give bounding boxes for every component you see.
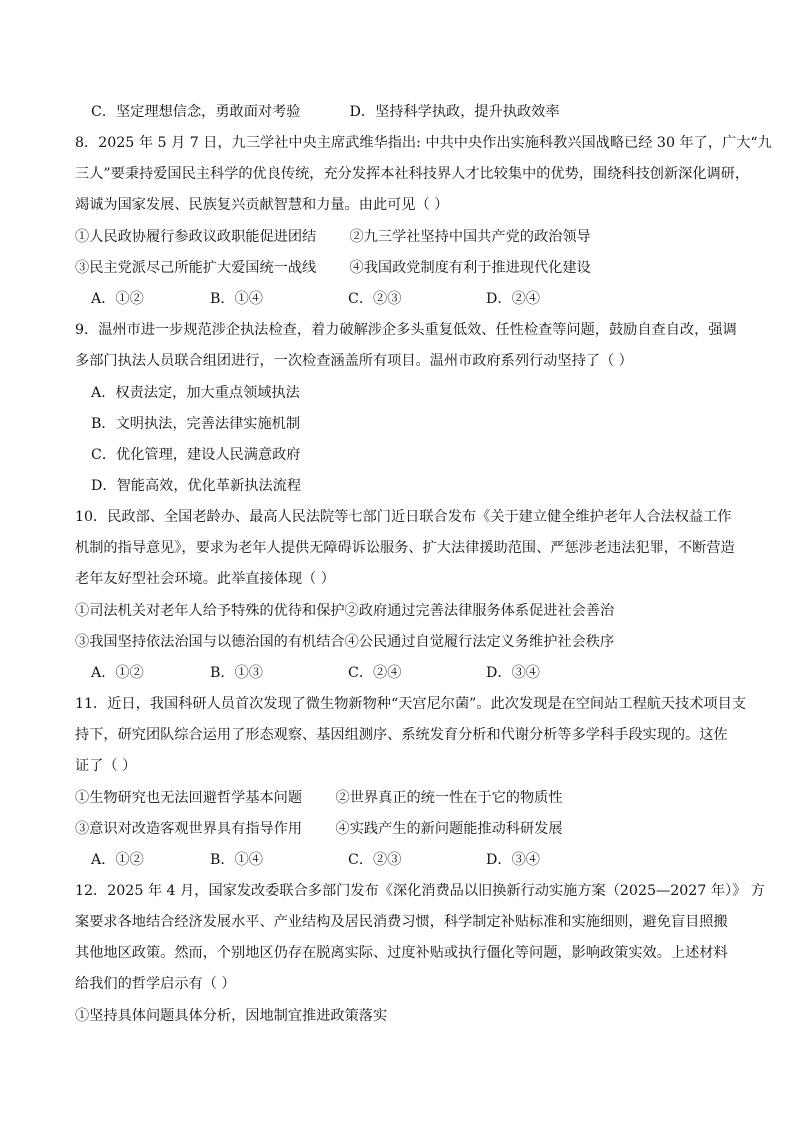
- q8-statement-4: ④我国政党制度有利于推进现代化建设: [349, 260, 591, 276]
- q8-stem-line-2: 三人”要秉持爱国民主科学的优良传统，充分发挥本社科技界人才比较集中的优势，围绕科技创新深化调研，: [75, 166, 750, 182]
- q11-option-c[interactable]: C．②③: [348, 852, 402, 868]
- q12-statement-1: ①坚持具体问题具体分析，因地制宜推进政策落实: [75, 1008, 388, 1024]
- q10-option-c[interactable]: C．②④: [348, 665, 402, 681]
- q11-option-a[interactable]: A．①②: [91, 852, 144, 868]
- q8-statement-2: ②九三学社坚持中国共产党的政治领导: [349, 229, 591, 245]
- q8-statement-1: ①人民政协履行参政议政职能促进团结: [75, 229, 317, 245]
- q11-statement-1: ①生物研究也无法回避哲学基本问题: [75, 790, 303, 806]
- q8-statement-3: ③民主党派尽己所能扩大爱国统一战线: [75, 260, 317, 276]
- q8-option-d[interactable]: D．②④: [486, 291, 540, 307]
- q10-stem-line-2: 机制的指导意见》，要求为老年人提供无障碍诉讼服务、扩大法律援助范围、严惩涉老违法犯罪，不断营造: [75, 540, 735, 556]
- q12-stem-line-2: 案要求各地结合经济发展水平、产业结构及居民消费习惯，科学制定补贴标准和实施细则，避免盲目照搬: [75, 914, 728, 930]
- q11-stem-line-3: 证了（ ）: [75, 758, 137, 774]
- q8-option-a[interactable]: A．①②: [91, 291, 144, 307]
- q11-stem-line-1: 11．近日，我国科研人员首次发现了微生物新物种“天宫尼尔菌”。此次发现是在空间站工程航天技术项目支: [75, 696, 747, 712]
- q9-stem-line-2: 多部门执法人员联合组团进行，一次检查涵盖所有项目。温州市政府系列行动坚持了（ ）: [75, 353, 633, 369]
- q8-stem-line-1: 8．2025 年 5 月 7 日，九三学社中央主席武维华指出: 中共中央作出实施科教兴国战略已经 30 年了，广大“九: [75, 135, 772, 151]
- q11-statement-2: ②世界真正的统一性在于它的物质性: [335, 790, 563, 806]
- q9-option-a[interactable]: A．权责法定，加大重点领域执法: [91, 385, 300, 401]
- q8-statements-12: [75, 227, 591, 247]
- q7-option-c[interactable]: C．坚定理想信念，勇敢面对考验: [91, 104, 301, 120]
- q11-statement-4: ④实践产生的新问题能推动科研发展: [335, 821, 563, 837]
- q7-option-d[interactable]: D．坚持科学执政，提升执政效率: [349, 104, 560, 120]
- q12-stem-line-1: 12．2025 年 4 月，国家发改委联合多部门发布《深化消费品以旧换新行动实施方案（2025—2027 年）》 方: [75, 883, 765, 899]
- q9-option-c[interactable]: C．优化管理，建设人民满意政府: [91, 447, 301, 463]
- q10-statements-12: ①司法机关对老年人给予特殊的优待和保护②政府通过完善法律服务体系促进社会善治: [75, 603, 615, 619]
- q9-stem-line-1: 9．温州市进一步规范涉企执法检查，着力破解涉企多头重复低效、任性检查等问题，鼓励自查自改，强调: [75, 322, 737, 338]
- q12-stem-line-4: 给我们的哲学启示有（ ）: [75, 976, 236, 992]
- q8-option-b[interactable]: B．①④: [210, 291, 263, 307]
- q10-stem-line-1: 10．民政部、全国老龄办、最高人民法院等七部门近日联合发布《关于建立健全维护老年人合法权益工作: [75, 509, 732, 525]
- q12-stem-line-3: 其他地区政策。然而，个别地区仍存在脱离实际、过度补贴或执行僵化等问题，影响政策实效。上述材料: [75, 945, 728, 961]
- q11-option-b[interactable]: B．①④: [210, 852, 263, 868]
- q11-option-d[interactable]: D．③④: [486, 852, 540, 868]
- q8-option-c[interactable]: C．②③: [348, 291, 402, 307]
- q9-option-d[interactable]: D．智能高效，优化革新执法流程: [91, 478, 302, 494]
- q10-statements-34: ③我国坚持依法治国与以德治国的有机结合④公民通过自觉履行法定义务维护社会秩序: [75, 634, 615, 650]
- q11-statement-3: ③意识对改造客观世界具有指导作用: [75, 821, 303, 837]
- q8-statements-34: [75, 258, 591, 278]
- q10-option-b[interactable]: B．①③: [210, 665, 263, 681]
- q11-statements-12: [75, 788, 563, 808]
- q10-stem-line-3: 老年友好型社会环境。此举直接体现（ ）: [75, 571, 335, 587]
- q10-option-d[interactable]: D．③④: [486, 665, 540, 681]
- q10-option-a[interactable]: A．①②: [91, 665, 144, 681]
- q8-stem-line-3: 竭诚为国家发展、民族复兴贡献智慧和力量。由此可见（ ）: [75, 197, 449, 213]
- q9-option-b[interactable]: B．文明执法，完善法律实施机制: [91, 416, 301, 432]
- q7-options-cd: [91, 102, 560, 122]
- q11-stem-line-2: 持下，研究团队综合运用了形态观察、基因组测序、系统发育分析和代谢分析等多学科手段实现的。这佐: [75, 727, 728, 743]
- q11-statements-34: [75, 819, 563, 839]
